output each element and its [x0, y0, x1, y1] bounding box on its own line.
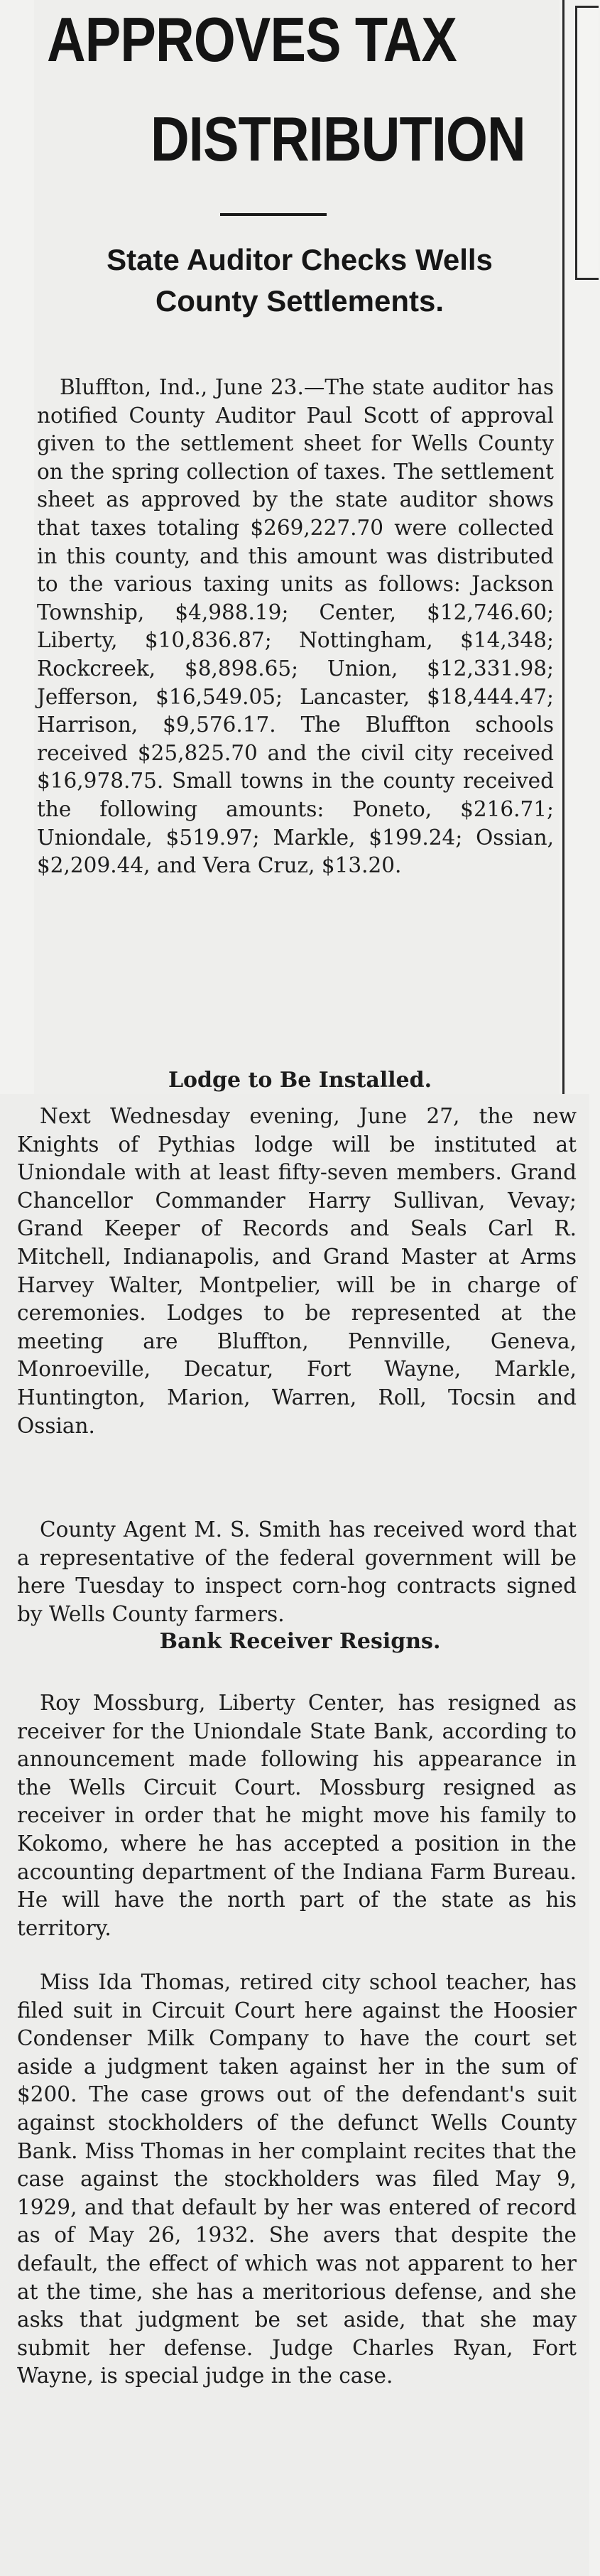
- section-heading-bank: Bank Receiver Resigns.: [159, 1629, 441, 1654]
- headline-line-2: DISTRIBUTION: [151, 104, 525, 174]
- article-paragraph-3: County Agent M. S. Smith has received word that a representative of the federal government will be here Tuesday to inspect corn-hog contracts signed by Wells County farmers.: [17, 1517, 577, 1626]
- section-heading-lodge: Lodge to Be Installed.: [168, 1068, 432, 1093]
- article-paragraph-1: Bluffton, Ind., June 23.—The state auditor has notified County Auditor Paul Scott of approval given to the settlement sheet for Wells County on the spring collection of taxes. The settlement sheet as approved by the state auditor shows that taxes totaling $269,227.70 were collected in this county, and this amount was distributed to the various taxing units as follows: Jackson Township, $4,988.19; Center, $12,746.60; Liberty, $10,836.87; Nottingham, $14,348; Rockcreek, $8,898.65; Union, $12,331.98; Jefferson, $16,549.05; Lancaster, $18,444.47; Harrison, $9,576.17. The Bluffton schools received $25,825.70 and the civil city received $16,978.75. Small towns in the county received the following amounts: Poneto, $216.71; Uniondale, $519.97; Markle, $199.24; Ossian, $2,209.44, and Vera Cruz, $13.20.: [37, 375, 554, 878]
- article-paragraph-5: Miss Ida Thomas, retired city school teacher, has filed suit in Circuit Court here against the Hoosier Condenser Milk Company to have the court set aside a judgment taken against her in the sum of $200. The case grows out of the defendant's suit against stockholders of the defunct Wells County Bank. Miss Thomas in her complaint recites that the case against the stockholders was filed May 9, 1929, and that default by her was entered of record as of May 26, 1932. She avers that despite the default, the effect of which was not apparent to her at the time, she has a meritorious defense, and she asks that judgment be set aside, that she may submit her defense. Judge Charles Ryan, Fort Wayne, is special judge in the case.: [17, 1970, 577, 2388]
- headline-divider: [220, 213, 327, 216]
- article-paragraph-4: Roy Mossburg, Liberty Center, has resigned as receiver for the Uniondale State Bank, according to announcement made following his appearance in the Wells Circuit Court. Mossburg resigned as receiver in order that he might move his family to Kokomo, where he has accepted a position in the accounting department of the Indiana Farm Bureau. He will have the north part of the state as his territory.: [17, 1691, 577, 1940]
- article-paragraph-2: Next Wednesday evening, June 27, the new Knights of Pythias lodge will be instituted at Uniondale with at least fifty-seven members. Grand Chancellor Commander Harry Sullivan, Vevay; Grand Keeper of Records and Seals Carl R. Mitchell, Indianapolis, and Grand Master at Arms Harvey Walter, Montpelier, will be in charge of ceremonies. Lodges to be represented at the meeting are Bluffton, Pennville, Geneva, Monroeville, Decatur, Fort Wayne, Markle, Huntington, Marion, Warren, Roll, Tocsin and Ossian.: [17, 1104, 577, 1438]
- subheadline-line-2: County Settlements.: [155, 284, 444, 318]
- subheadline-line-1: State Auditor Checks Wells: [107, 243, 493, 276]
- headline-line-1: APPROVES TAX: [47, 4, 457, 75]
